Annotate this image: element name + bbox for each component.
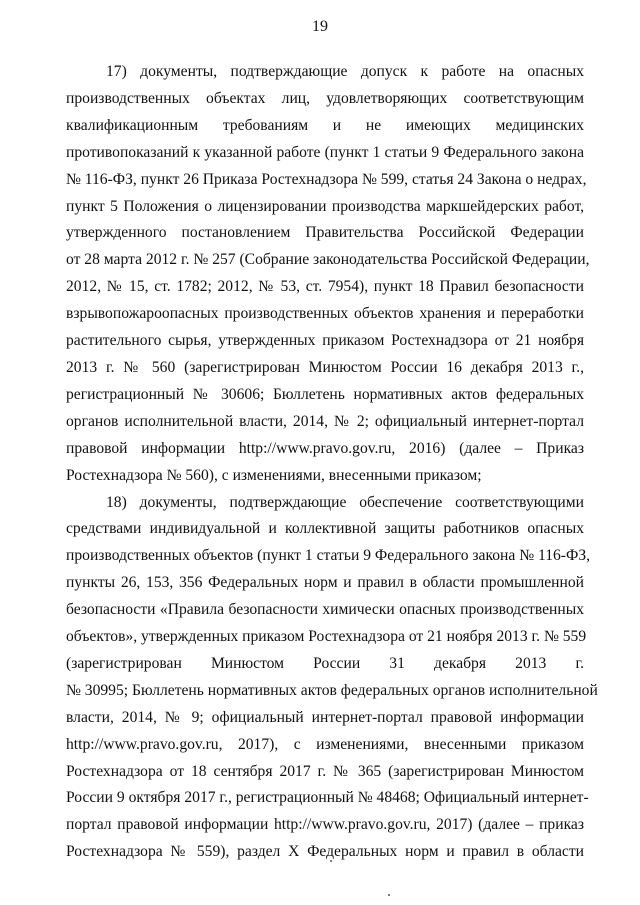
text-line: России 9 октября 2017 г., регистрационный № 48468; Официальный интернет- bbox=[66, 789, 589, 807]
text-line: http://www.pravo.gov.ru, 2017), с изменениями, внесенными приказом bbox=[66, 735, 584, 753]
text-line: регистрационный № 30606; Бюллетень нормативных актов федеральных bbox=[66, 385, 584, 403]
text-line: утвержденного постановлением Правительства Российской Федерации bbox=[66, 224, 584, 242]
text-line: пункт 5 Положения о лицензировании производства маркшейдерских работ, bbox=[66, 197, 584, 215]
text-line: портал правовой информации http://www.pravo.gov.ru, 2017) (далее – приказ bbox=[66, 816, 584, 834]
text-line: объектов», утвержденных приказом Ростехнадзора от 21 ноября 2013 г. № 559 bbox=[66, 628, 587, 646]
text-line: органов исполнительной власти, 2014, № 2; официальный интернет-портал bbox=[66, 412, 584, 430]
text-line: квалификационным требованиям и не имеющих медицинских bbox=[66, 116, 584, 134]
text-line: № 116-ФЗ, пункт 26 Приказа Ростехнадзора № 599, статья 24 Закона о недрах, bbox=[66, 170, 587, 188]
text-line: безопасности «Правила безопасности химически опасных производственных bbox=[66, 601, 584, 619]
text-line: Ростехнадзора № 560), с изменениями, внесенными приказом; bbox=[66, 466, 482, 484]
text-line: 18) документы, подтверждающие обеспечение соответствующими bbox=[106, 493, 584, 511]
text-line: производственных объектах лиц, удовлетворяющих соответствующим bbox=[66, 89, 584, 107]
scan-speck bbox=[388, 894, 390, 896]
text-line: Ростехнадзора от 18 сентября 2017 г. № 365 (зарегистрирован Минюстом bbox=[66, 762, 584, 780]
page-number: 19 bbox=[312, 18, 328, 35]
text-line: (зарегистрирован Минюстом России 31 декабря 2013 г. bbox=[66, 654, 584, 672]
text-line: 17) документы, подтверждающие допуск к работе на опасных bbox=[106, 63, 584, 80]
text-line: пункты 26, 153, 356 Федеральных норм и правил в области промышленной bbox=[66, 574, 584, 592]
text-line: взрывопожароопасных производственных объектов хранения и переработки bbox=[66, 305, 584, 323]
text-line: № 30995; Бюллетень нормативных актов федеральных органов исполнительной bbox=[66, 681, 598, 699]
text-line: власти, 2014, № 9; официальный интернет-портал правовой информации bbox=[66, 708, 584, 726]
text-line: 2012, № 15, ст. 1782; 2012, № 53, ст. 7954), пункт 18 Правил безопасности bbox=[66, 278, 584, 296]
paragraph-item-18 bbox=[66, 490, 598, 867]
text-line: 2013 г. № 560 (зарегистрирован Минюстом России 16 декабря 2013 г., bbox=[66, 358, 584, 376]
text-line: средствами индивидуальной и коллективной защиты работников опасных bbox=[66, 520, 584, 538]
text-line: производственных объектов (пункт 1 статьи 9 Федерального закона № 116-ФЗ, bbox=[66, 547, 591, 565]
text-line: от 28 марта 2012 г. № 257 (Собрание законодательства Российской Федерации, bbox=[66, 251, 590, 269]
text-line: растительного сырья, утвержденных приказом Ростехнадзора от 21 ноября bbox=[66, 332, 584, 350]
text-line: противопоказаний к указанной работе (пункт 1 статьи 9 Федерального закона bbox=[66, 143, 584, 161]
paragraph-item-17 bbox=[66, 59, 590, 490]
body-text bbox=[66, 59, 598, 866]
scan-speck bbox=[330, 860, 332, 862]
text-line: Ростехнадзора № 559), раздел X Федеральных норм и правил в области bbox=[66, 843, 584, 861]
text-line: правовой информации http://www.pravo.gov.ru, 2016) (далее – Приказ bbox=[66, 439, 584, 457]
